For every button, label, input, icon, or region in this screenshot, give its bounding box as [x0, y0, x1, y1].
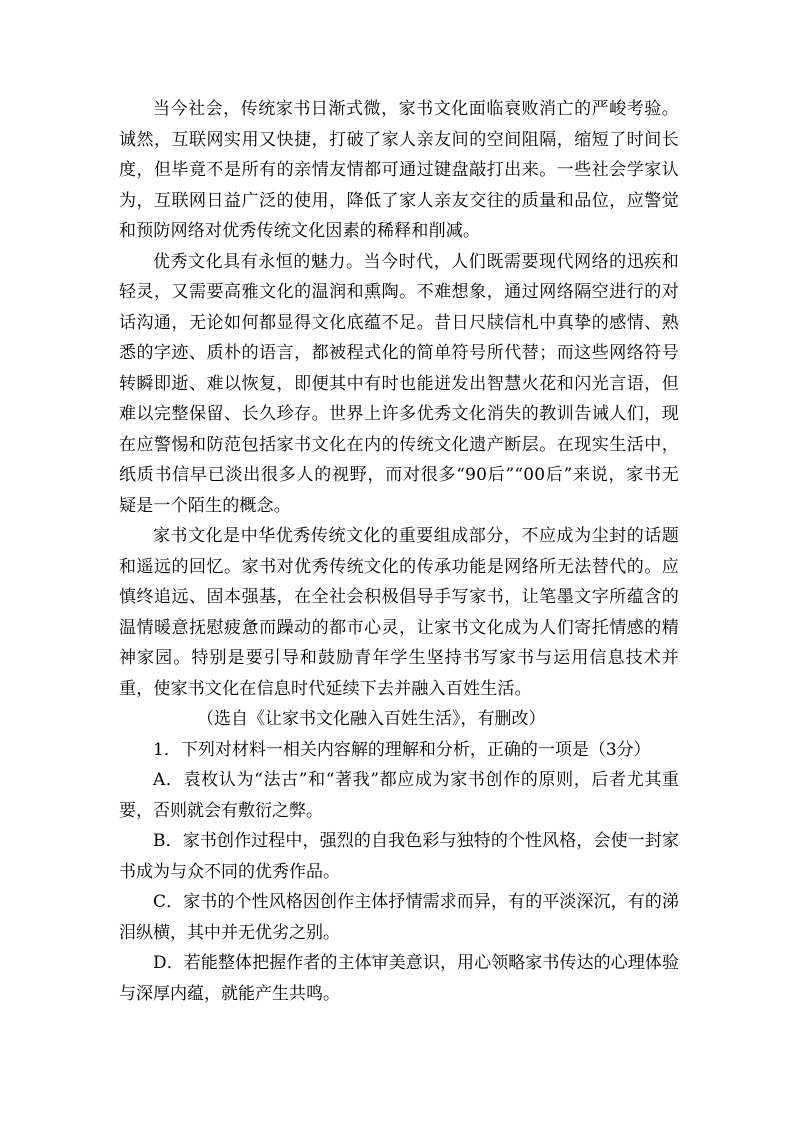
option-d: D．若能整体把握作者的主体审美意识，用心领略家书传达的心理体验与深厚内蕴，就能产生共鸣。	[119, 953, 679, 1004]
option-b: B．家书创作过程中，强烈的自我色彩与独特的个性风格，会使一封家书成为与众不同的优秀作品。	[119, 831, 679, 882]
passage-paragraph-1: 当今社会，传统家书日渐式微，家书文化面临衰败消亡的严峻考验。诚然，互联网实用又快捷，打破了家人亲友间的空间阻隔，缩短了时间长度，但毕竟不是所有的亲情友情都可通过键盘敲打出来。一些社会学家认为，互联网日益广泛的使用，降低了家人亲友交往的质量和品位，应警觉和预防网络对优秀传统文化因素的稀释和削减。	[119, 99, 679, 241]
question-stem: 1．下列对材料一相关内容解的理解和分析，正确的一项是（3分）	[153, 739, 651, 760]
document-page	[119, 94, 679, 1009]
passage-source: （选自《让家书文化融入百姓生活》，有删改）	[197, 709, 546, 729]
option-c: C．家书的个性风格因创作主体抒情需求而异，有的平淡深沉，有的涕泪纵横，其中并无优劣之别。	[119, 892, 679, 943]
passage-paragraph-2: 优秀文化具有永恒的魅力。当今时代，人们既需要现代网络的迅疾和轻灵，又需要高雅文化的温润和熏陶。不难想象，通过网络隔空进行的对话沟通，无论如何都显得文化底蕴不足。昔日尺牍信札中真挚的感情、熟悉的字迹、质朴的语言，都被程式化的简单符号所代替；而这些网络符号转瞬即逝、难以恢复，即便其中有时也能迸发出智慧火花和闪光言语，但难以完整保留、长久珍存。世界上许多优秀文化消失的教训告诫人们，现在应警惕和防范包括家书文化在内的传统文化遗产断层。在现实生活中，纸质书信早已淡出很多人的视野，而对很多“90后”“00后”来说，家书无疑是一个陌生的概念。	[119, 251, 679, 516]
option-a: A．袁枚认为“法古”和“著我”都应成为家书创作的原则，后者尤其重要，否则就会有敷衍之弊。	[119, 770, 679, 821]
passage-paragraph-3: 家书文化是中华优秀传统文化的重要组成部分，不应成为尘封的话题和遥远的回忆。家书对优秀传统文化的传承功能是网络所无法替代的。应慎终追远、固本强基，在全社会积极倡导手写家书，让笔墨文字所蕴含的温情暖意抚慰疲惫而躁动的都市心灵，让家书文化成为人们寄托情感的精神家园。特别是要引导和鼓励青年学生坚持书写家书与运用信息技术并重，使家书文化在信息时代延续下去并融入百姓生活。	[119, 526, 679, 699]
